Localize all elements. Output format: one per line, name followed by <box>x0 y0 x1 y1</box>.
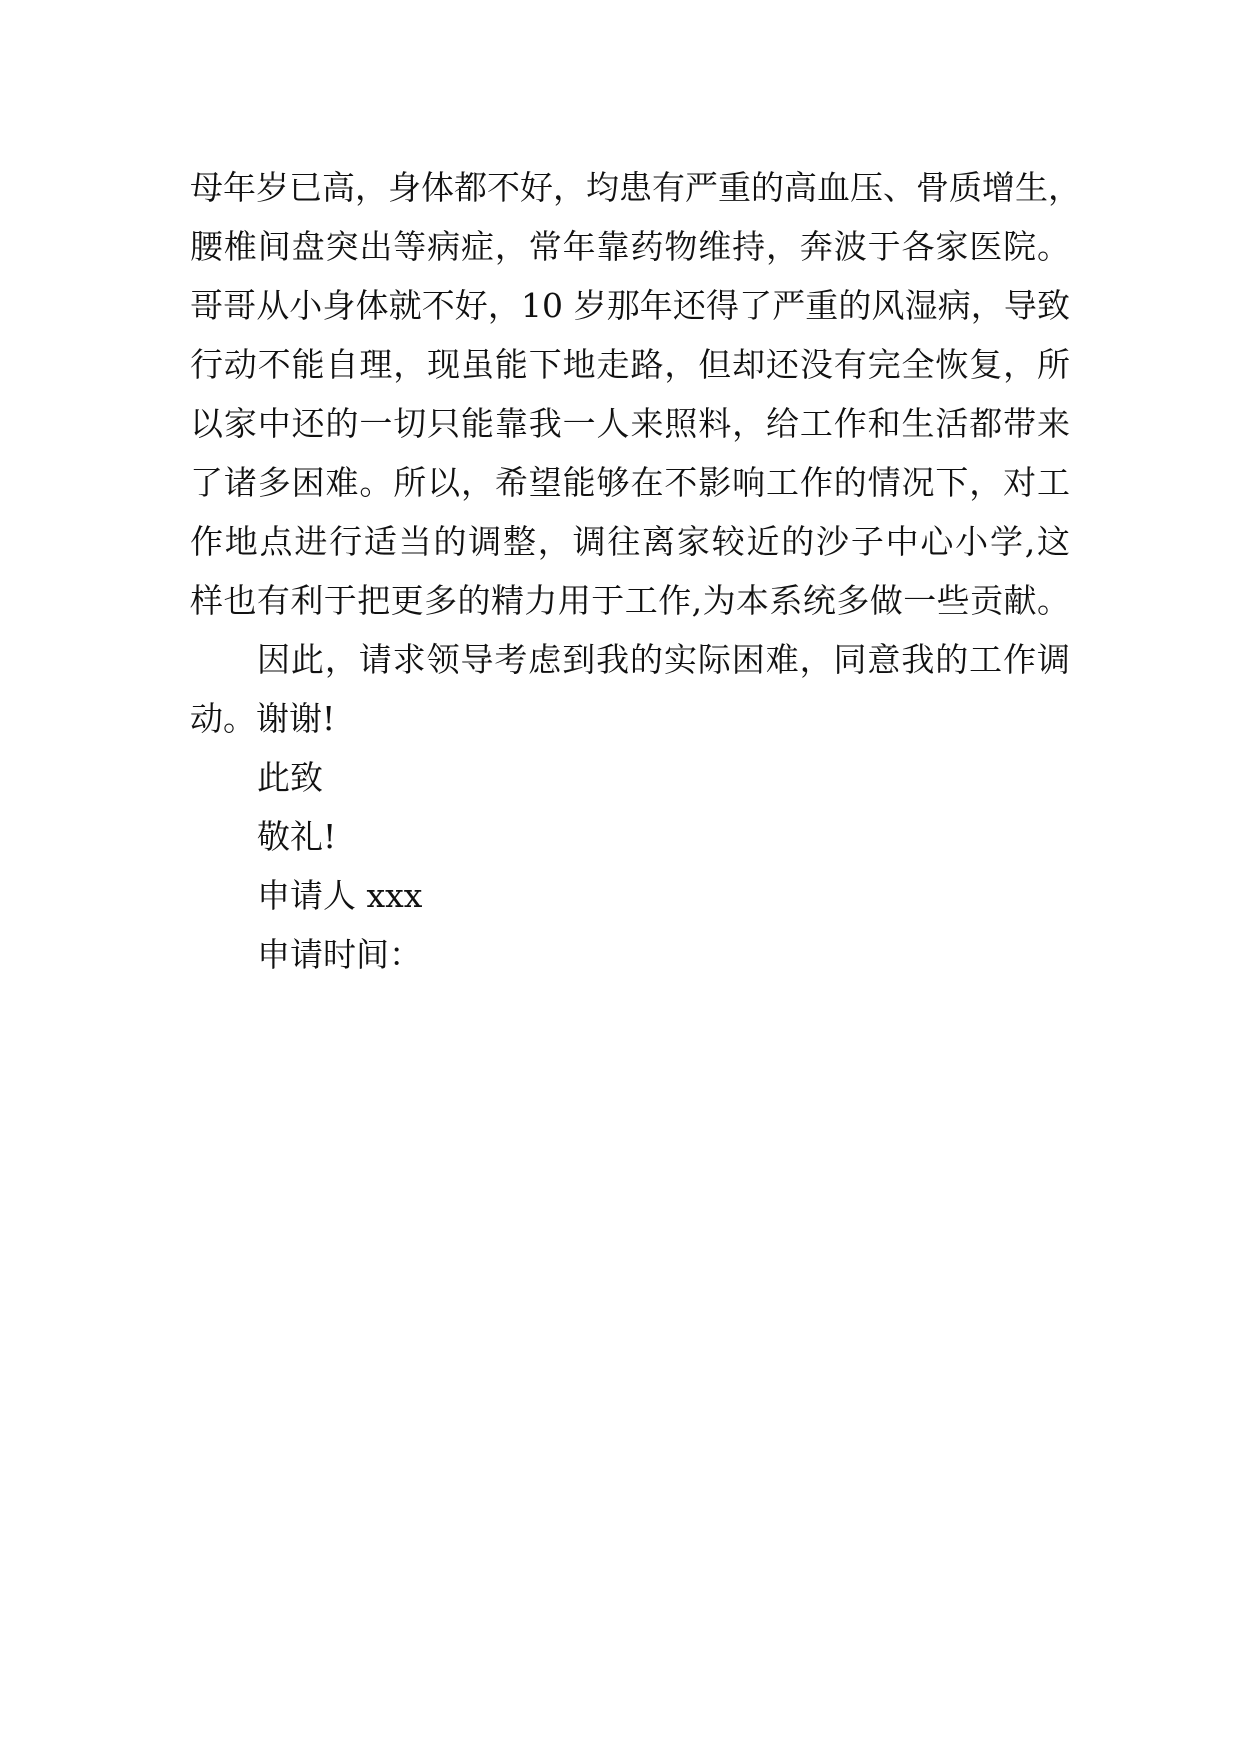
application-date: 申请时间： <box>257 935 422 974</box>
paragraph-line: 以家中还的一切只能靠我一人来照料，给工作和生活都带来 <box>190 404 1070 443</box>
letter-body <box>190 158 1081 984</box>
applicant-signature: 申请人 xxx <box>257 876 423 915</box>
paragraph-line: 母年岁已高，身体都不好，均患有严重的高血压、骨质增生， <box>190 168 1081 207</box>
paragraph-line: 行动不能自理，现虽能下地走路，但却还没有完全恢复，所 <box>190 345 1070 384</box>
paragraph-line: 腰椎间盘突出等病症，常年靠药物维持，奔波于各家医院。 <box>190 227 1070 266</box>
closing-respect: 敬礼! <box>257 817 337 856</box>
paragraph-line: 样也有利于把更多的精力用于工作,为本系统多做一些贡献。 <box>190 581 1070 620</box>
paragraph-line: 因此，请求领导考虑到我的实际困难，同意我的工作调 <box>257 640 1070 679</box>
paragraph-line: 了诸多困难。所以，希望能够在不影响工作的情况下，对工 <box>190 463 1070 502</box>
paragraph-line: 动。谢谢! <box>190 699 336 738</box>
closing-salutation: 此致 <box>257 758 323 797</box>
paragraph-line: 作地点进行适当的调整，调往离家较近的沙子中心小学,这 <box>190 522 1070 561</box>
paragraph-line: 哥哥从小身体就不好，10 岁那年还得了严重的风湿病，导致 <box>190 286 1070 325</box>
